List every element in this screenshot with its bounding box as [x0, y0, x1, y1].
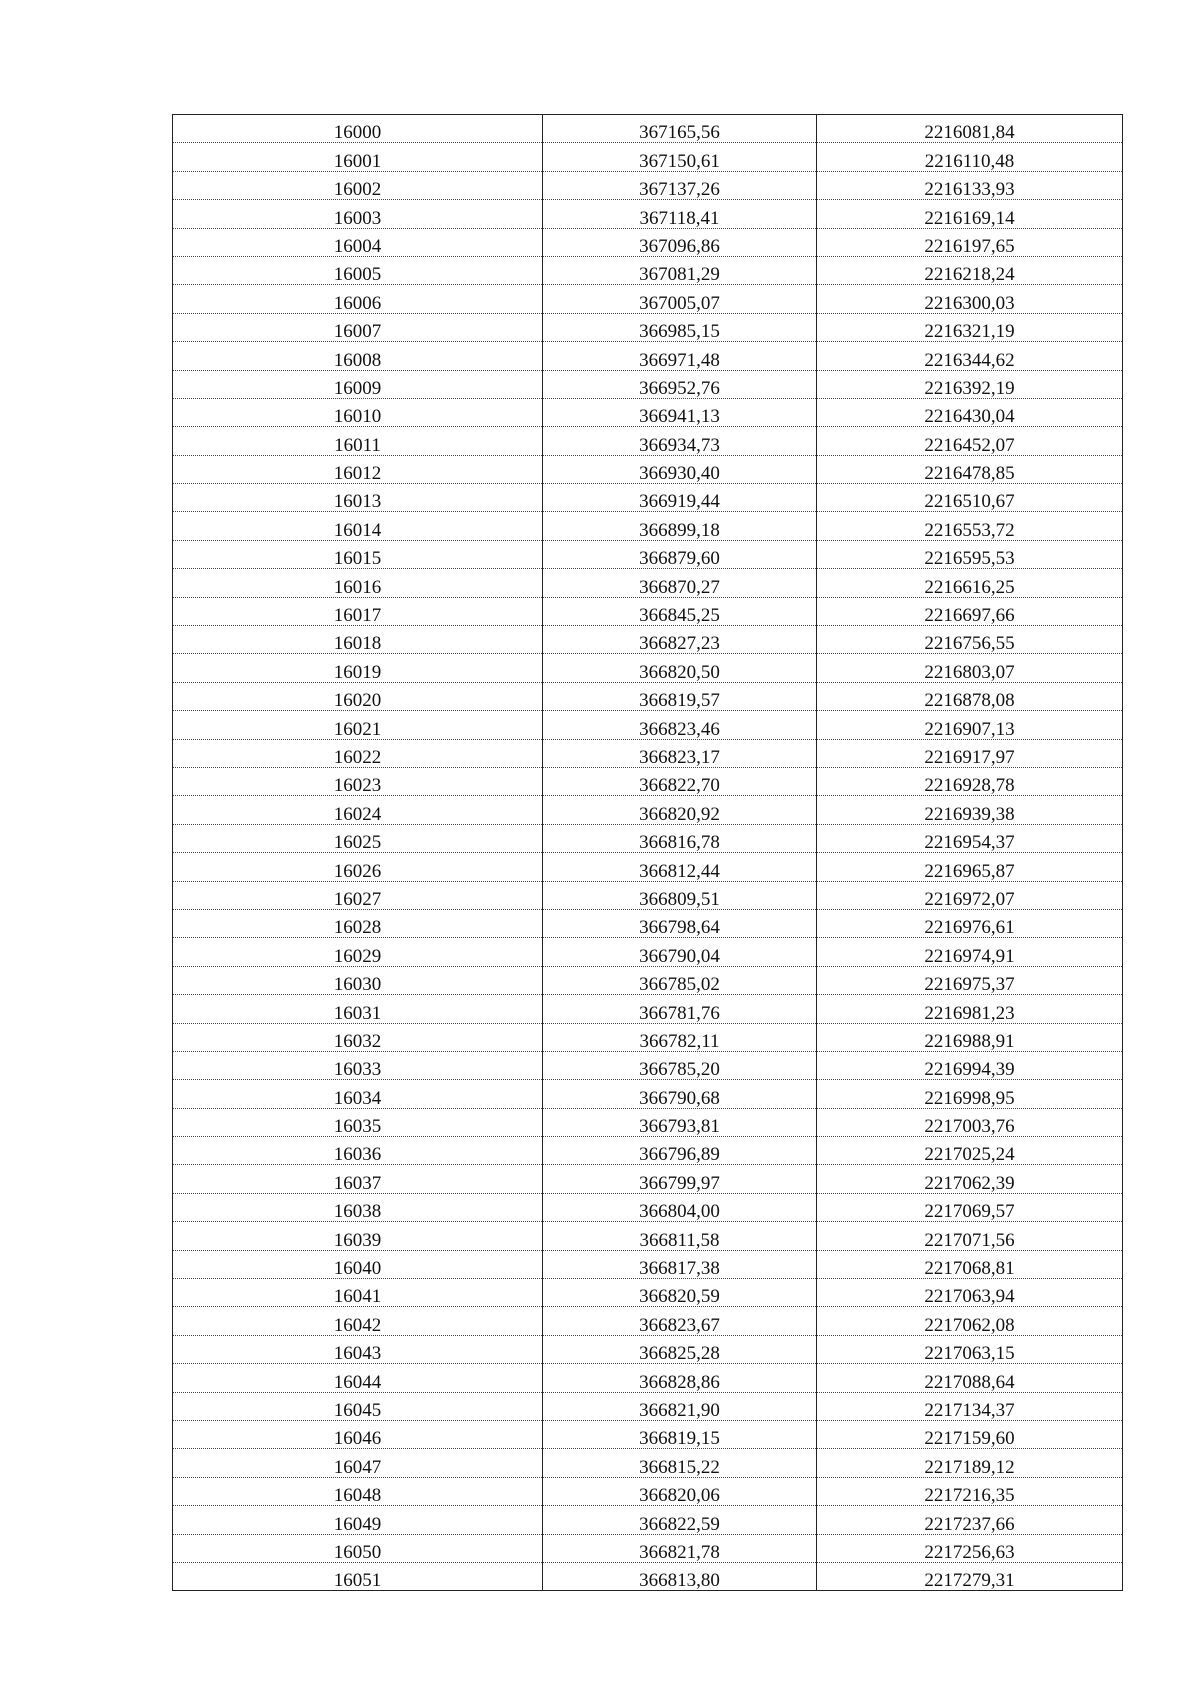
y-coordinate-cell: 2216972,07: [817, 881, 1123, 909]
y-coordinate-cell: 2216976,61: [817, 909, 1123, 937]
y-coordinate-cell: 2217063,94: [817, 1279, 1123, 1307]
table-row: [173, 484, 1123, 512]
x-coordinate-cell: 366796,89: [543, 1137, 817, 1165]
table-row: [173, 824, 1123, 852]
y-coordinate-cell: 2216917,97: [817, 739, 1123, 767]
table-row: [173, 1506, 1123, 1534]
y-coordinate-cell: 2216595,53: [817, 540, 1123, 568]
table-row: [173, 427, 1123, 455]
point-number-cell: 16033: [173, 1051, 543, 1079]
x-coordinate-cell: 366804,00: [543, 1193, 817, 1221]
table-row: [173, 200, 1123, 228]
y-coordinate-cell: 2216300,03: [817, 285, 1123, 313]
table-row: [173, 1080, 1123, 1108]
table-row: [173, 1222, 1123, 1250]
y-coordinate-cell: 2216928,78: [817, 767, 1123, 795]
y-coordinate-cell: 2216452,07: [817, 427, 1123, 455]
point-number-cell: 16043: [173, 1335, 543, 1363]
y-coordinate-cell: 2216981,23: [817, 995, 1123, 1023]
y-coordinate-cell: 2216133,93: [817, 171, 1123, 199]
x-coordinate-cell: 366799,97: [543, 1165, 817, 1193]
table-row: [173, 739, 1123, 767]
table-row: [173, 1108, 1123, 1136]
y-coordinate-cell: 2217025,24: [817, 1137, 1123, 1165]
y-coordinate-cell: 2216954,37: [817, 824, 1123, 852]
point-number-cell: 16017: [173, 597, 543, 625]
y-coordinate-cell: 2216988,91: [817, 1023, 1123, 1051]
point-number-cell: 16040: [173, 1250, 543, 1278]
y-coordinate-cell: 2217062,08: [817, 1307, 1123, 1335]
point-number-cell: 16051: [173, 1562, 543, 1590]
y-coordinate-cell: 2216430,04: [817, 398, 1123, 426]
x-coordinate-cell: 366845,25: [543, 597, 817, 625]
y-coordinate-cell: 2216169,14: [817, 200, 1123, 228]
y-coordinate-cell: 2216803,07: [817, 654, 1123, 682]
y-coordinate-cell: 2216975,37: [817, 966, 1123, 994]
point-number-cell: 16028: [173, 909, 543, 937]
table-row: [173, 1534, 1123, 1562]
x-coordinate-cell: 366821,78: [543, 1534, 817, 1562]
x-coordinate-cell: 366793,81: [543, 1108, 817, 1136]
table-row: [173, 228, 1123, 256]
table-row: [173, 711, 1123, 739]
table-row: [173, 1250, 1123, 1278]
y-coordinate-cell: 2217216,35: [817, 1477, 1123, 1505]
point-number-cell: 16000: [173, 115, 543, 143]
table-row: [173, 1279, 1123, 1307]
table-row: [173, 1562, 1123, 1590]
x-coordinate-cell: 367118,41: [543, 200, 817, 228]
point-number-cell: 16019: [173, 654, 543, 682]
x-coordinate-cell: 366785,20: [543, 1051, 817, 1079]
y-coordinate-cell: 2217003,76: [817, 1108, 1123, 1136]
y-coordinate-cell: 2217256,63: [817, 1534, 1123, 1562]
table-row: [173, 540, 1123, 568]
x-coordinate-cell: 367096,86: [543, 228, 817, 256]
x-coordinate-cell: 366823,67: [543, 1307, 817, 1335]
point-number-cell: 16030: [173, 966, 543, 994]
table-row: [173, 285, 1123, 313]
y-coordinate-cell: 2216510,67: [817, 484, 1123, 512]
x-coordinate-cell: 366823,17: [543, 739, 817, 767]
point-number-cell: 16035: [173, 1108, 543, 1136]
point-number-cell: 16038: [173, 1193, 543, 1221]
point-number-cell: 16008: [173, 342, 543, 370]
point-number-cell: 16034: [173, 1080, 543, 1108]
x-coordinate-cell: 366811,58: [543, 1222, 817, 1250]
point-number-cell: 16003: [173, 200, 543, 228]
y-coordinate-cell: 2217159,60: [817, 1420, 1123, 1448]
x-coordinate-cell: 366790,04: [543, 938, 817, 966]
table-row: [173, 1051, 1123, 1079]
table-row: [173, 398, 1123, 426]
point-number-cell: 16046: [173, 1420, 543, 1448]
x-coordinate-cell: 366785,02: [543, 966, 817, 994]
point-number-cell: 16037: [173, 1165, 543, 1193]
table-row: [173, 569, 1123, 597]
point-number-cell: 16025: [173, 824, 543, 852]
y-coordinate-cell: 2216756,55: [817, 626, 1123, 654]
point-number-cell: 16029: [173, 938, 543, 966]
y-coordinate-cell: 2217071,56: [817, 1222, 1123, 1250]
point-number-cell: 16020: [173, 682, 543, 710]
y-coordinate-cell: 2216197,65: [817, 228, 1123, 256]
x-coordinate-cell: 367005,07: [543, 285, 817, 313]
table-row: [173, 796, 1123, 824]
point-number-cell: 16005: [173, 256, 543, 284]
x-coordinate-cell: 367137,26: [543, 171, 817, 199]
x-coordinate-cell: 366782,11: [543, 1023, 817, 1051]
x-coordinate-cell: 366823,46: [543, 711, 817, 739]
table-row: [173, 1420, 1123, 1448]
table-row: [173, 455, 1123, 483]
point-number-cell: 16011: [173, 427, 543, 455]
point-number-cell: 16048: [173, 1477, 543, 1505]
y-coordinate-cell: 2217063,15: [817, 1335, 1123, 1363]
point-number-cell: 16004: [173, 228, 543, 256]
x-coordinate-cell: 366879,60: [543, 540, 817, 568]
y-coordinate-cell: 2217069,57: [817, 1193, 1123, 1221]
table-row: [173, 115, 1123, 143]
table-row: [173, 1364, 1123, 1392]
x-coordinate-cell: 366822,70: [543, 767, 817, 795]
y-coordinate-cell: 2217068,81: [817, 1250, 1123, 1278]
point-number-cell: 16002: [173, 171, 543, 199]
point-number-cell: 16049: [173, 1506, 543, 1534]
x-coordinate-cell: 366820,06: [543, 1477, 817, 1505]
point-number-cell: 16041: [173, 1279, 543, 1307]
y-coordinate-cell: 2216553,72: [817, 512, 1123, 540]
point-number-cell: 16012: [173, 455, 543, 483]
y-coordinate-cell: 2216081,84: [817, 115, 1123, 143]
y-coordinate-cell: 2216478,85: [817, 455, 1123, 483]
x-coordinate-cell: 366790,68: [543, 1080, 817, 1108]
y-coordinate-cell: 2216965,87: [817, 853, 1123, 881]
y-coordinate-cell: 2217237,66: [817, 1506, 1123, 1534]
table-row: [173, 1392, 1123, 1420]
x-coordinate-cell: 366809,51: [543, 881, 817, 909]
x-coordinate-cell: 366820,59: [543, 1279, 817, 1307]
point-number-cell: 16022: [173, 739, 543, 767]
x-coordinate-cell: 366815,22: [543, 1449, 817, 1477]
table-row: [173, 881, 1123, 909]
coordinates-table-body: [173, 115, 1123, 1591]
x-coordinate-cell: 366825,28: [543, 1335, 817, 1363]
table-row: [173, 1449, 1123, 1477]
point-number-cell: 16021: [173, 711, 543, 739]
x-coordinate-cell: 366952,76: [543, 370, 817, 398]
y-coordinate-cell: 2216344,62: [817, 342, 1123, 370]
x-coordinate-cell: 366816,78: [543, 824, 817, 852]
table-row: [173, 682, 1123, 710]
point-number-cell: 16047: [173, 1449, 543, 1477]
y-coordinate-cell: 2216907,13: [817, 711, 1123, 739]
y-coordinate-cell: 2217062,39: [817, 1165, 1123, 1193]
y-coordinate-cell: 2216994,39: [817, 1051, 1123, 1079]
coordinates-table: [172, 114, 1123, 1591]
x-coordinate-cell: 366934,73: [543, 427, 817, 455]
point-number-cell: 16024: [173, 796, 543, 824]
x-coordinate-cell: 366820,92: [543, 796, 817, 824]
table-row: [173, 342, 1123, 370]
point-number-cell: 16044: [173, 1364, 543, 1392]
point-number-cell: 16015: [173, 540, 543, 568]
table-row: [173, 313, 1123, 341]
table-row: [173, 1477, 1123, 1505]
y-coordinate-cell: 2216218,24: [817, 256, 1123, 284]
x-coordinate-cell: 366919,44: [543, 484, 817, 512]
x-coordinate-cell: 366822,59: [543, 1506, 817, 1534]
table-row: [173, 370, 1123, 398]
point-number-cell: 16036: [173, 1137, 543, 1165]
y-coordinate-cell: 2216321,19: [817, 313, 1123, 341]
point-number-cell: 16027: [173, 881, 543, 909]
point-number-cell: 16023: [173, 767, 543, 795]
point-number-cell: 16006: [173, 285, 543, 313]
table-row: [173, 143, 1123, 171]
point-number-cell: 16010: [173, 398, 543, 426]
y-coordinate-cell: 2216392,19: [817, 370, 1123, 398]
x-coordinate-cell: 366812,44: [543, 853, 817, 881]
point-number-cell: 16014: [173, 512, 543, 540]
table-row: [173, 626, 1123, 654]
point-number-cell: 16031: [173, 995, 543, 1023]
y-coordinate-cell: 2216616,25: [817, 569, 1123, 597]
y-coordinate-cell: 2217189,12: [817, 1449, 1123, 1477]
table-row: [173, 597, 1123, 625]
point-number-cell: 16018: [173, 626, 543, 654]
x-coordinate-cell: 366820,50: [543, 654, 817, 682]
y-coordinate-cell: 2216110,48: [817, 143, 1123, 171]
y-coordinate-cell: 2217279,31: [817, 1562, 1123, 1590]
x-coordinate-cell: 366798,64: [543, 909, 817, 937]
x-coordinate-cell: 367165,56: [543, 115, 817, 143]
table-row: [173, 1023, 1123, 1051]
point-number-cell: 16016: [173, 569, 543, 597]
y-coordinate-cell: 2217088,64: [817, 1364, 1123, 1392]
table-row: [173, 1335, 1123, 1363]
point-number-cell: 16039: [173, 1222, 543, 1250]
table-row: [173, 938, 1123, 966]
x-coordinate-cell: 367150,61: [543, 143, 817, 171]
table-row: [173, 853, 1123, 881]
point-number-cell: 16032: [173, 1023, 543, 1051]
table-row: [173, 1137, 1123, 1165]
point-number-cell: 16050: [173, 1534, 543, 1562]
x-coordinate-cell: 366817,38: [543, 1250, 817, 1278]
x-coordinate-cell: 366819,57: [543, 682, 817, 710]
y-coordinate-cell: 2216974,91: [817, 938, 1123, 966]
table-row: [173, 1165, 1123, 1193]
x-coordinate-cell: 366781,76: [543, 995, 817, 1023]
x-coordinate-cell: 366827,23: [543, 626, 817, 654]
table-row: [173, 1193, 1123, 1221]
y-coordinate-cell: 2216697,66: [817, 597, 1123, 625]
table-row: [173, 171, 1123, 199]
x-coordinate-cell: 366941,13: [543, 398, 817, 426]
table-row: [173, 512, 1123, 540]
table-row: [173, 767, 1123, 795]
table-row: [173, 966, 1123, 994]
x-coordinate-cell: 366828,86: [543, 1364, 817, 1392]
point-number-cell: 16007: [173, 313, 543, 341]
table-row: [173, 995, 1123, 1023]
y-coordinate-cell: 2216998,95: [817, 1080, 1123, 1108]
table-row: [173, 1307, 1123, 1335]
x-coordinate-cell: 366899,18: [543, 512, 817, 540]
point-number-cell: 16009: [173, 370, 543, 398]
point-number-cell: 16026: [173, 853, 543, 881]
x-coordinate-cell: 366870,27: [543, 569, 817, 597]
x-coordinate-cell: 366985,15: [543, 313, 817, 341]
y-coordinate-cell: 2216939,38: [817, 796, 1123, 824]
x-coordinate-cell: 366971,48: [543, 342, 817, 370]
y-coordinate-cell: 2217134,37: [817, 1392, 1123, 1420]
point-number-cell: 16045: [173, 1392, 543, 1420]
y-coordinate-cell: 2216878,08: [817, 682, 1123, 710]
table-row: [173, 654, 1123, 682]
x-coordinate-cell: 366930,40: [543, 455, 817, 483]
point-number-cell: 16001: [173, 143, 543, 171]
point-number-cell: 16042: [173, 1307, 543, 1335]
x-coordinate-cell: 367081,29: [543, 256, 817, 284]
x-coordinate-cell: 366819,15: [543, 1420, 817, 1448]
x-coordinate-cell: 366821,90: [543, 1392, 817, 1420]
point-number-cell: 16013: [173, 484, 543, 512]
table-row: [173, 256, 1123, 284]
table-row: [173, 909, 1123, 937]
x-coordinate-cell: 366813,80: [543, 1562, 817, 1590]
